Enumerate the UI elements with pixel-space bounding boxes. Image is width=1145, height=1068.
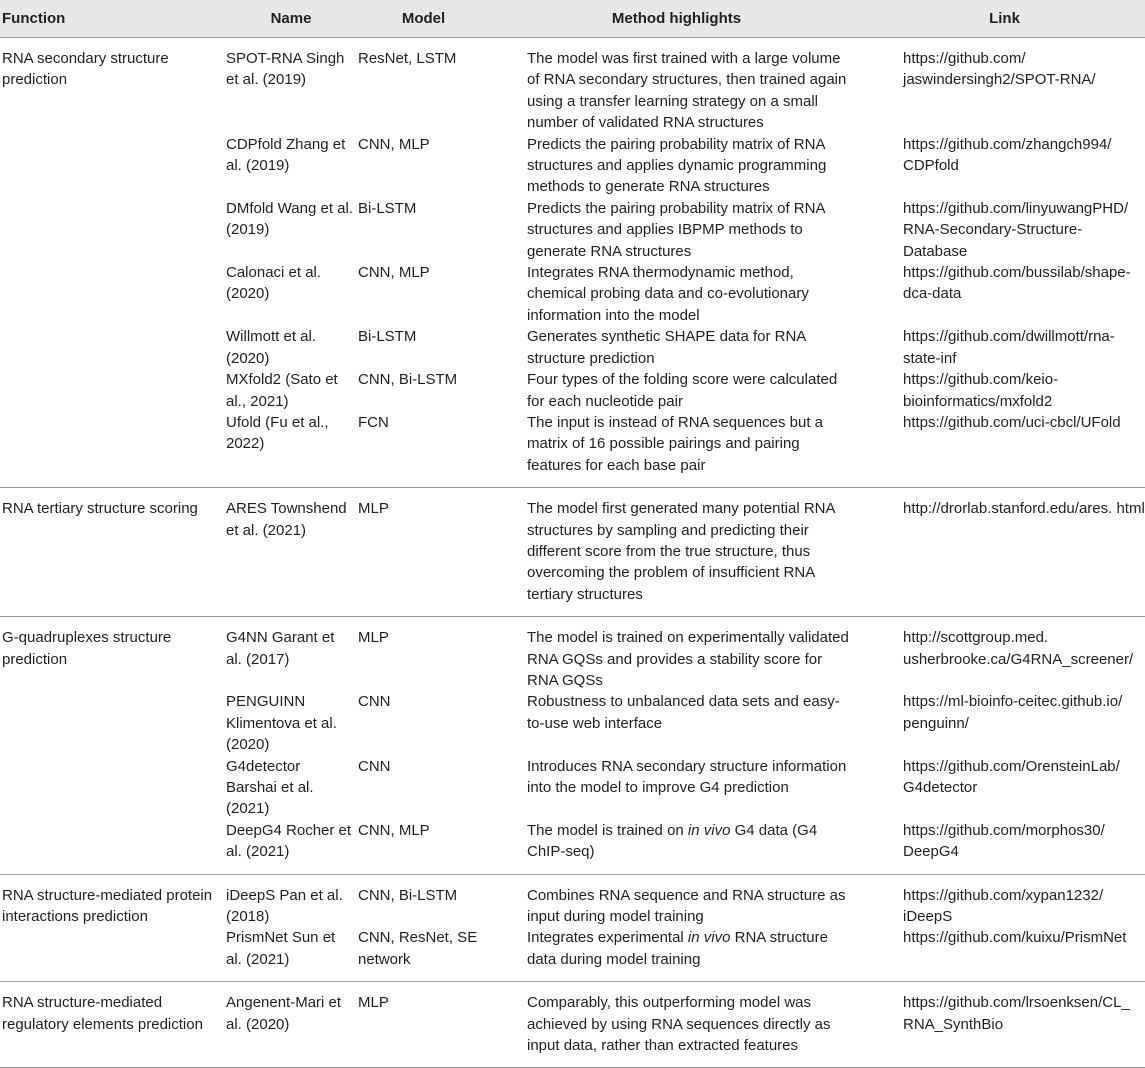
method-cell: Combines RNA sequence and RNA structure as input during model training bbox=[527, 886, 846, 926]
link-cell[interactable]: https://github.com/ jaswindersingh2/SPOT-RNA/ bbox=[903, 50, 1096, 89]
model-cell: MLP bbox=[358, 629, 389, 647]
table-row bbox=[0, 412, 1145, 488]
link-cell[interactable]: https://github.com/kuixu/PrismNet bbox=[864, 927, 1145, 981]
function-cell bbox=[0, 412, 224, 488]
table-row bbox=[0, 326, 1145, 369]
link-cell[interactable]: https://github.com/uci-cbcl/UFold bbox=[864, 412, 1145, 488]
model-cell: CNN, MLP bbox=[358, 264, 430, 282]
name-cell: DeepG4 Rocher et al. (2021) bbox=[224, 820, 358, 874]
link-cell[interactable]: https://github.com/xypan1232/ iDeepS bbox=[903, 886, 1104, 926]
table-row bbox=[0, 134, 1145, 198]
name-cell: PENGUINN Klimentova et al. (2020) bbox=[226, 693, 337, 754]
method-cell bbox=[489, 927, 864, 981]
name-cell: ARES Townshend et al. (2021) bbox=[224, 488, 358, 617]
name-cell: Calonaci et al. (2020) bbox=[226, 264, 322, 303]
model-cell: MLP bbox=[358, 982, 489, 1068]
method-text: Integrates experimental bbox=[527, 929, 688, 947]
table-row bbox=[0, 874, 1145, 927]
model-cell: CNN, ResNet, SE network bbox=[358, 927, 489, 981]
table-row bbox=[0, 982, 1145, 1068]
method-cell: Predicts the pairing probability matrix of RNA structures and applies dynamic programming methods to generate RNA structures bbox=[527, 135, 827, 196]
method-cell: Predicts the pairing probability matrix of RNA structures and applies IBPMP methods to generate RNA structures bbox=[527, 199, 825, 260]
table-row bbox=[0, 756, 1145, 820]
name-cell: Angenent-Mari et al. (2020) bbox=[224, 982, 358, 1068]
method-cell bbox=[489, 820, 864, 874]
method-cell: The model was first trained with a large volume of RNA secondary structures, then trained again using a transfer learning strategy on a small number of validated RNA structures bbox=[527, 50, 847, 132]
table-row bbox=[0, 820, 1145, 874]
link-cell[interactable]: https://github.com/linyuwangPHD/ RNA-Secondary-Structure- Database bbox=[903, 199, 1129, 260]
header-method: Method highlights bbox=[489, 0, 864, 38]
function-cell bbox=[0, 691, 224, 755]
model-cell: MLP bbox=[358, 488, 489, 617]
function-cell bbox=[0, 369, 224, 412]
function-cell: RNA tertiary structure scoring bbox=[0, 488, 224, 617]
table-row bbox=[0, 617, 1145, 692]
table-row bbox=[0, 488, 1145, 617]
name-cell: G4detector Barshai et al. (2021) bbox=[226, 757, 314, 818]
model-cell: CNN bbox=[358, 693, 391, 711]
function-cell bbox=[0, 262, 224, 326]
model-cell: Bi-LSTM bbox=[358, 328, 417, 346]
header-link: Link bbox=[864, 0, 1145, 38]
name-cell: Willmott et al. (2020) bbox=[226, 328, 317, 367]
method-text: G4 data (G4 ChIP-seq) bbox=[527, 821, 818, 861]
table-row bbox=[0, 262, 1145, 326]
model-cell: Bi-LSTM bbox=[358, 199, 417, 217]
name-cell: DMfold Wang et al. (2019) bbox=[226, 199, 353, 239]
table-row bbox=[0, 691, 1145, 755]
link-cell[interactable]: https://github.com/lrsoenksen/CL_ RNA_SynthBio bbox=[864, 982, 1145, 1068]
link-cell[interactable]: http://drorlab.stanford.edu/ares. html bbox=[864, 488, 1145, 617]
function-cell bbox=[0, 927, 224, 981]
method-cell: The model is trained on experimentally validated RNA GQSs and provides a stability score for RNA GQSs bbox=[527, 629, 849, 689]
link-cell[interactable]: https://github.com/OrensteinLab/ G4detector bbox=[903, 757, 1120, 796]
link-cell[interactable]: https://github.com/keio- bioinformatics/mxfold2 bbox=[903, 371, 1059, 410]
function-cell: RNA structure-mediated regulatory elements prediction bbox=[0, 982, 224, 1068]
table-row bbox=[0, 927, 1145, 981]
method-text: The model is trained on bbox=[527, 821, 688, 839]
model-cell: CNN, Bi-LSTM bbox=[358, 886, 458, 904]
name-cell: PrismNet Sun et al. (2021) bbox=[224, 927, 358, 981]
method-cell: Introduces RNA secondary structure information into the model to improve G4 prediction bbox=[527, 757, 847, 796]
model-cell: CNN, MLP bbox=[358, 135, 430, 153]
link-cell[interactable]: https://github.com/dwillmott/rna- state-inf bbox=[903, 328, 1115, 367]
table-row bbox=[0, 38, 1145, 134]
function-cell bbox=[0, 134, 224, 198]
function-cell bbox=[0, 198, 224, 262]
method-emphasis: in vivo bbox=[687, 821, 731, 839]
header-function: Function bbox=[0, 0, 224, 38]
model-cell: ResNet, LSTM bbox=[358, 50, 457, 67]
function-cell: RNA structure-mediated protein interactions prediction bbox=[2, 886, 213, 926]
link-cell[interactable]: https://ml-bioinfo-ceitec.github.io/ penguinn/ bbox=[903, 693, 1123, 732]
name-cell: G4NN Garant et al. (2017) bbox=[226, 629, 335, 668]
table-row bbox=[0, 198, 1145, 262]
method-emphasis: in vivo bbox=[687, 929, 731, 947]
name-cell: MXfold2 (Sato et al., 2021) bbox=[226, 371, 338, 410]
header-model: Model bbox=[358, 0, 489, 38]
function-cell: RNA secondary structure prediction bbox=[2, 50, 169, 89]
model-cell: FCN bbox=[358, 412, 489, 488]
model-cell: CNN, MLP bbox=[358, 820, 489, 874]
function-cell bbox=[0, 326, 224, 369]
header-row bbox=[0, 0, 1145, 38]
function-cell bbox=[0, 756, 224, 820]
table-row bbox=[0, 369, 1145, 412]
method-cell: The model first generated many potential RNA structures by sampling and predicting their different score from the true structure, thus overcoming the problem of insufficient RNA tertiary structures bbox=[489, 488, 864, 617]
table-body bbox=[0, 38, 1145, 1068]
name-cell: SPOT-RNA Singh et al. (2019) bbox=[226, 50, 345, 89]
name-cell: CDPfold Zhang et al. (2019) bbox=[226, 135, 346, 175]
name-cell: Ufold (Fu et al., 2022) bbox=[224, 412, 358, 488]
link-cell[interactable]: https://github.com/zhangch994/ CDPfold bbox=[903, 135, 1112, 175]
method-cell: Integrates RNA thermodynamic method, chemical probing data and co-evolutionary information into the model bbox=[527, 264, 809, 324]
model-cell: CNN, Bi-LSTM bbox=[358, 371, 458, 389]
method-cell: Comparably, this outperforming model was achieved by using RNA sequences directly as input data, rather than extracted features bbox=[489, 982, 864, 1068]
link-cell[interactable]: http://scottgroup.med. usherbrooke.ca/G4RNA_screener/ bbox=[903, 629, 1134, 668]
name-cell: iDeepS Pan et al. (2018) bbox=[226, 886, 343, 926]
model-cell: CNN bbox=[358, 757, 391, 775]
method-text: RNA structure data during model training bbox=[527, 929, 828, 968]
function-cell bbox=[0, 820, 224, 874]
link-cell[interactable]: https://github.com/morphos30/ DeepG4 bbox=[864, 820, 1145, 874]
method-cell: The input is instead of RNA sequences but a matrix of 16 possible pairings and pairing features for each base pair bbox=[489, 412, 864, 488]
method-cell: Robustness to unbalanced data sets and easy-to-use web interface bbox=[527, 693, 840, 732]
header-name: Name bbox=[224, 0, 358, 38]
method-cell: Four types of the folding score were calculated for each nucleotide pair bbox=[527, 371, 838, 410]
function-cell: G-quadruplexes structure prediction bbox=[2, 629, 172, 668]
method-cell: Generates synthetic SHAPE data for RNA structure prediction bbox=[527, 328, 806, 367]
link-cell[interactable]: https://github.com/bussilab/shape- dca-data bbox=[903, 264, 1131, 303]
